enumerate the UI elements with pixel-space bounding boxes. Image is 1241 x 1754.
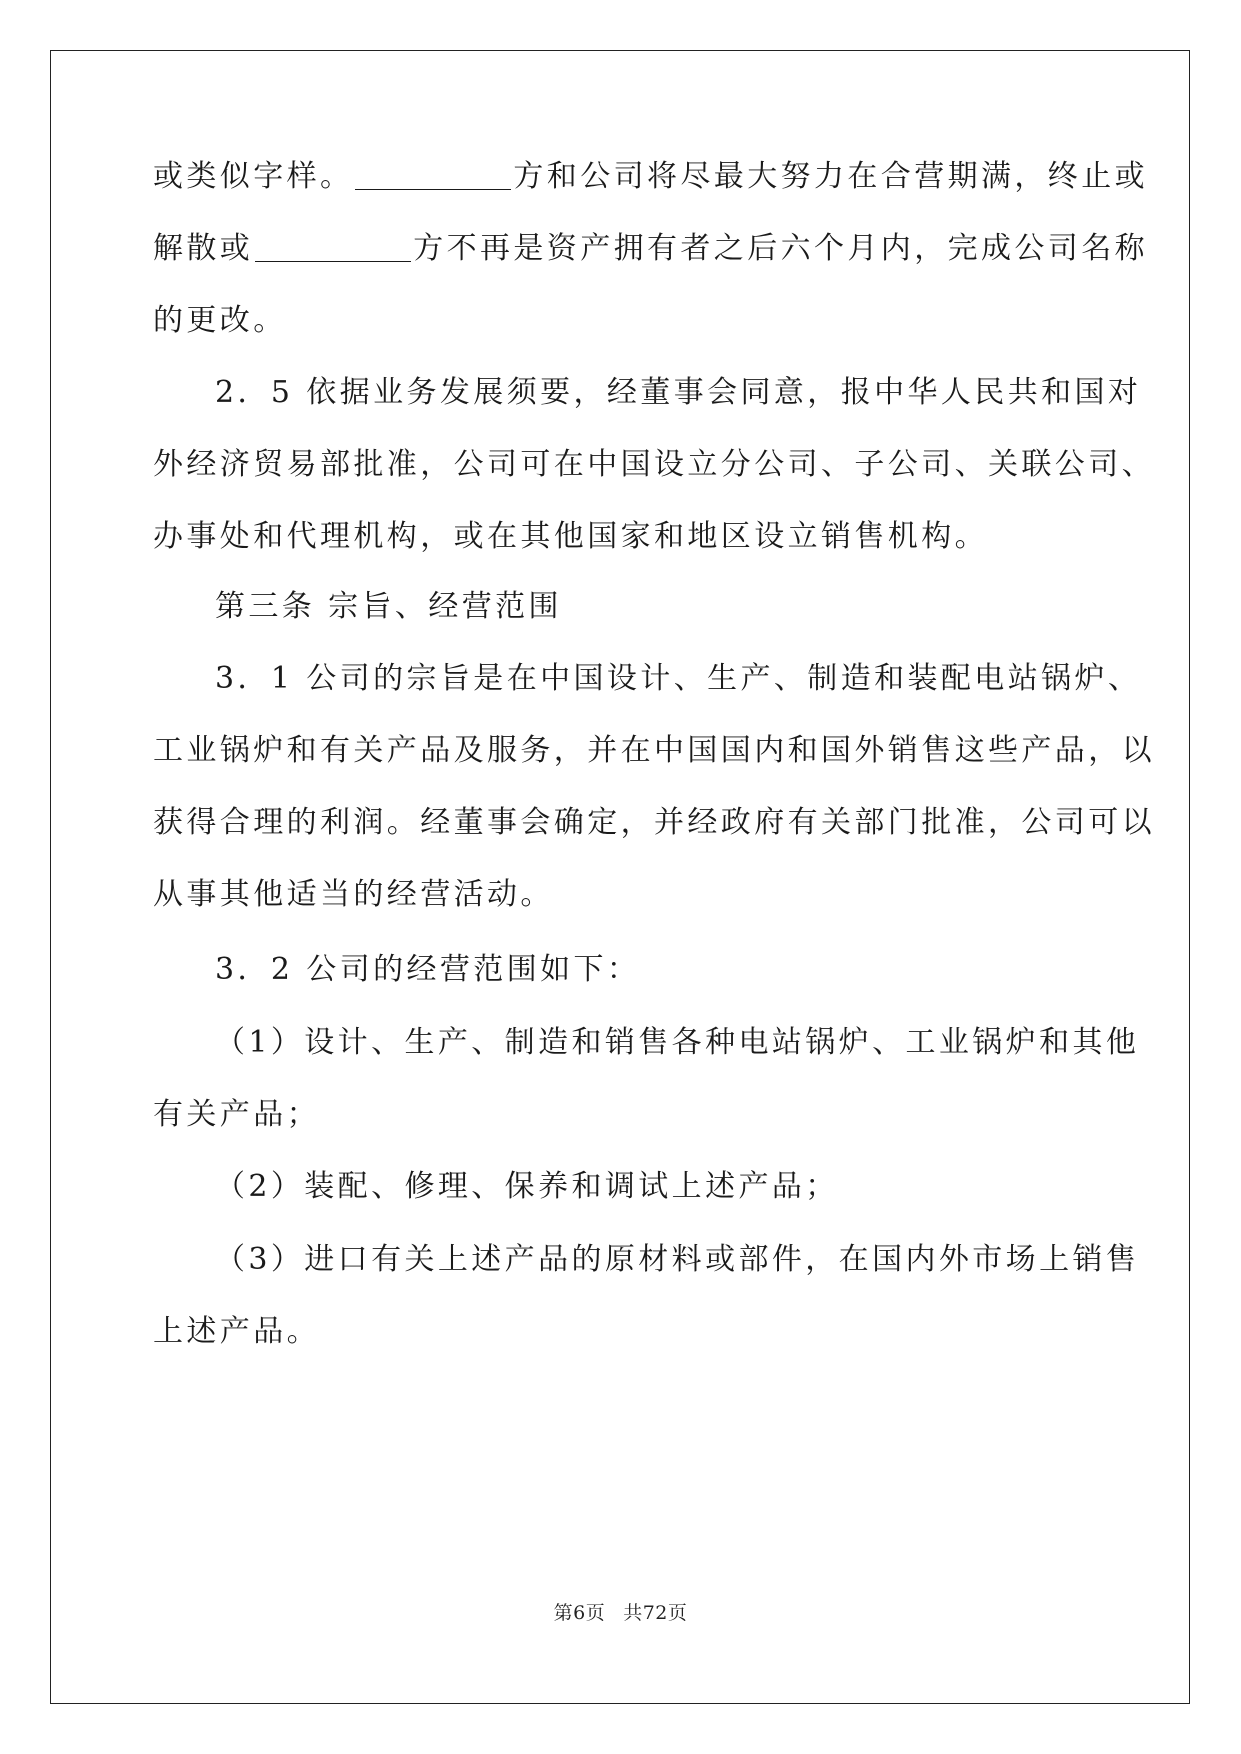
paragraph-line: 或类似字样。 方和公司将尽最大努力在合营期满，终止或 <box>153 159 1149 194</box>
paragraph-line: 有关产品； <box>153 1097 320 1132</box>
clause-3-2-line: 3．2 公司的经营范围如下： <box>215 952 641 987</box>
paragraph-line: 解散或 方不再是资产拥有者之后六个月内，完成公司名称 <box>153 231 1149 266</box>
paragraph-line: 从事其他适当的经营活动。 <box>153 877 554 912</box>
page-label: 第 <box>553 1602 574 1624</box>
total-pages: 72 <box>642 1602 668 1624</box>
list-item-3-line: （3）进口有关上述产品的原材料或部件，在国内外市场上销售 <box>215 1242 1140 1277</box>
clause-2-5-line: 2．5 依据业务发展须要，经董事会同意，报中华人民共和国对 <box>215 375 1142 410</box>
fill-in-blank <box>355 161 511 190</box>
list-item-2-line: （2）装配、修理、保养和调试上述产品； <box>215 1169 839 1204</box>
paragraph-line: 外经济贸易部批准，公司可在中国设立分公司、子公司、关联公司、 <box>153 447 1155 482</box>
fill-in-blank <box>255 233 411 262</box>
paragraph-line: 工业锅炉和有关产品及服务，并在中国国内和国外销售这些产品，以 <box>153 733 1155 768</box>
list-item-1-line: （1）设计、生产、制造和销售各种电站锅炉、工业锅炉和其他 <box>215 1025 1140 1060</box>
total-unit: 页 <box>667 1602 688 1624</box>
paragraph-line: 办事处和代理机构，或在其他国家和地区设立销售机构。 <box>153 519 988 554</box>
paragraph-line: 获得合理的利润。经董事会确定，并经政府有关部门批准，公司可以 <box>153 805 1155 840</box>
article-heading: 第三条 宗旨、经营范围 <box>215 589 562 624</box>
page-footer <box>0 1598 1241 1625</box>
paragraph-line: 上述产品。 <box>153 1314 320 1349</box>
page-unit: 页 <box>585 1602 606 1624</box>
clause-3-1-line: 3．1 公司的宗旨是在中国设计、生产、制造和装配电站锅炉、 <box>215 661 1142 696</box>
paragraph-line: 的更改。 <box>153 303 287 338</box>
page-number: 6 <box>573 1602 586 1624</box>
total-label: 共 <box>623 1602 643 1624</box>
